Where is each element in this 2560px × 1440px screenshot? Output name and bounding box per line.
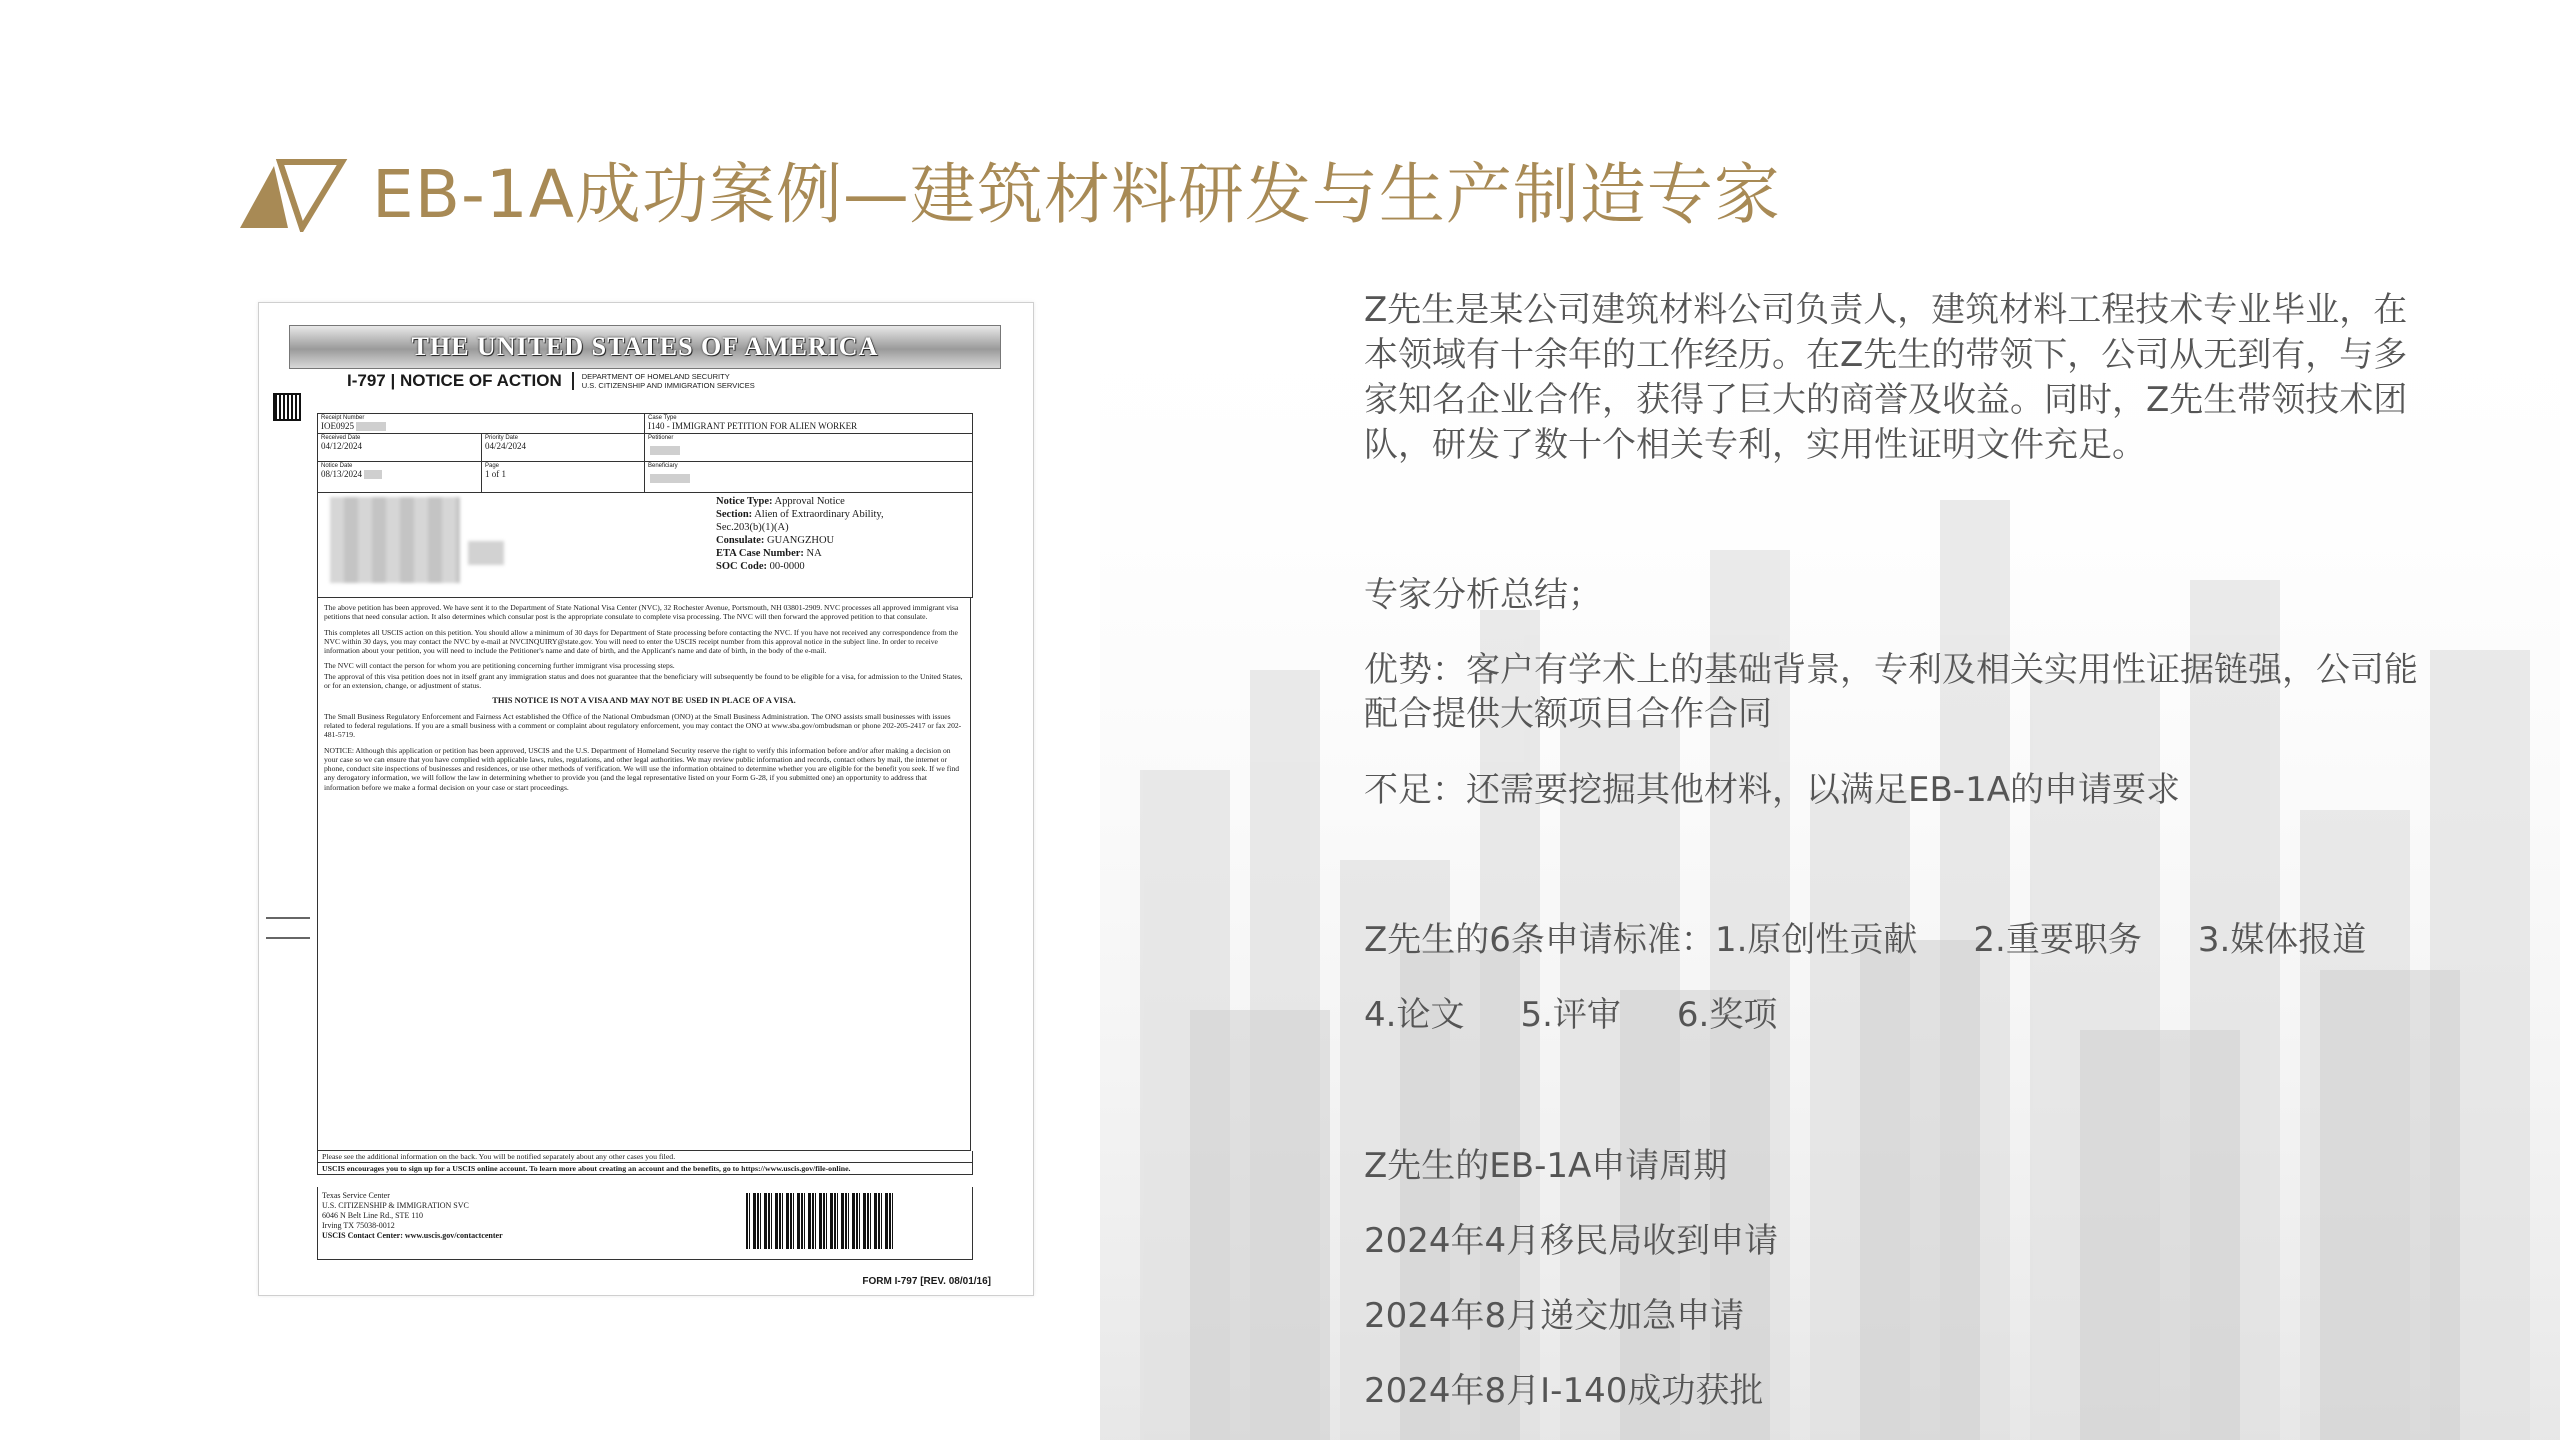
redaction: [364, 470, 382, 479]
intro-line: 本领域有十余年的工作经历。在Z先生的带领下，公司从无到有，与多: [1364, 335, 2408, 375]
intro-line: 家知名企业合作，获得了巨大的商誉及收益。同时，Z先生带领技术团: [1364, 380, 2408, 420]
criterion-item: 5.评审: [1520, 995, 1621, 1035]
advantage-line: 优势：客户有学术上的基础背景，专利及相关实用性证据链强，公司能: [1364, 650, 2418, 690]
receipt-label: Receipt Number: [321, 415, 365, 421]
eta-label: ETA Case Number:: [716, 548, 804, 559]
intro-paragraph: [1364, 288, 2524, 468]
timeline-heading: Z先生的EB-1A申请周期: [1364, 1146, 1728, 1186]
notice-date-label: Notice Date: [321, 463, 353, 469]
timeline-item: 2024年8月递交加急申请: [1364, 1296, 1745, 1336]
criteria-heading: Z先生的6条申请标准：: [1364, 920, 1715, 960]
received-date-cell: [318, 434, 482, 462]
center-street: 6046 N Belt Line Rd., STE 110: [322, 1211, 424, 1220]
banner-text: THE UNITED STATES OF AMERICA: [411, 332, 879, 361]
notice-date-value: [321, 469, 478, 479]
body-paragraph: The approval of this visa petition does not in itself grant any immigration status and does not guarantee that the beneficiary will subsequently be found to be eligible for a visa, for admission to the United States, or for an extension, change, or adjustment of status.: [324, 671, 963, 691]
case-info-grid: [317, 413, 973, 493]
body-paragraph: The above petition has been approved. We have sent it to the Department of State National Visa Center (NVC), 32 Rochester Avenue, Portsmouth, NH 03801-2909. NVC processes all approved immigrant visa petitions that need consular action. It also determines which consular post is the appropriate consulate to complete visa processing. The NVC will then forward the approved petition to that consulate.: [324, 603, 959, 622]
center-city: Irving TX 75038-0012: [322, 1221, 395, 1230]
redaction: [356, 422, 386, 431]
criterion-item: 2.重要职务: [1973, 920, 2142, 960]
notice-date: 08/13/2024: [321, 469, 363, 479]
petitioner-label: Petitioner: [648, 435, 674, 441]
timeline-item: 2024年4月移民局收到申请: [1364, 1221, 1779, 1261]
section-code: Sec.203(b)(1)(A): [716, 522, 789, 533]
receipt-value: [321, 421, 641, 431]
receipt-number: IOE0925: [321, 421, 354, 431]
criteria-row-2: [1364, 993, 1777, 1038]
department-line1: DEPARTMENT OF HOMELAND SECURITY: [581, 372, 730, 381]
page-cell: [482, 462, 645, 492]
soc-value: 00-0000: [769, 561, 805, 572]
contact-center: USCIS Contact Center: www.uscis.gov/contactcenter: [322, 1231, 503, 1240]
timeline-item: 2024年8月I-140成功获批: [1364, 1371, 1764, 1411]
case-type-label: Case Type: [648, 415, 677, 421]
approval-notice-document: [258, 302, 1034, 1296]
section-value: Alien of Extraordinary Ability,: [754, 509, 884, 520]
criteria-row-1: [1364, 918, 2366, 963]
department-line2: U.S. CITIZENSHIP AND IMMIGRATION SERVICES: [581, 381, 755, 390]
document-banner: [289, 325, 1001, 369]
notice-type-value: Approval Notice: [774, 496, 845, 507]
consulate-row: [716, 534, 966, 547]
title-row: [240, 158, 1781, 232]
form-header: [347, 371, 755, 391]
section-label: Section:: [716, 509, 753, 520]
beneficiary-label: Beneficiary: [648, 463, 678, 469]
section-row: [716, 508, 966, 521]
body-paragraph: The NVC will contact the person for whom you are petitioning concerning further immigrant visa processing steps.: [324, 661, 675, 671]
consulate-label: Consulate:: [716, 535, 765, 546]
receipt-cell: [318, 414, 645, 434]
department-label: [572, 372, 755, 390]
criterion-item: 4.论文: [1364, 995, 1465, 1035]
priority-date-label: Priority Date: [485, 435, 519, 441]
notice-date-cell: [318, 462, 482, 492]
notice-body: [317, 597, 971, 1151]
body-paragraph: NOTICE: Although this application or petition has been approved, USCIS and the U.S. Department of Homeland Security reserve the right to verify this information before and/or after making a decision on your case so we can ensure that you have complied with applicable laws, rules, regulations, and other legal authorities. We may review public information and records, contact others by mail, the internet or phone, conduct site inspections of businesses and residences, or use other methods of verification. We will use the information obtained to determine whether you are eligible for the benefit you seek. If we find any derogatory information, we will follow the law in determining whether to provide you (and the legal representative listed on your Form G-28, if you submitted one) an opportunity to address that information before we make a formal decision on your case or start proceedings.: [324, 745, 960, 792]
qr-code-icon: [273, 393, 301, 421]
notice-meta: [716, 495, 966, 573]
slide-title: EB-1A成功案例—建筑材料研发与生产制造专家: [372, 156, 1781, 233]
online-account-line: USCIS encourages you to sign up for a USCIS online account. To learn more about creating an account and the benefits, go to https://www.uscis.gov/file-online.: [318, 1162, 972, 1174]
triangle-logo-icon: [240, 158, 348, 232]
redacted-address-extra: [468, 541, 504, 565]
center-agency: U.S. CITIZENSHIP & IMMIGRATION SVC: [322, 1201, 469, 1210]
priority-date-value: 04/24/2024: [485, 441, 527, 451]
case-type-value: I140 - IMMIGRANT PETITION FOR ALIEN WORKER: [648, 421, 858, 431]
barcode-icon: [746, 1193, 894, 1249]
received-date-label: Received Date: [321, 435, 361, 441]
criterion-item: 1.原创性贡献: [1714, 920, 1918, 960]
service-center: [317, 1187, 973, 1260]
eta-row: [716, 547, 966, 560]
intro-line: 队，研发了数十个相关专利，实用性证明文件充足。: [1364, 425, 2146, 465]
consulate-value: GUANGZHOU: [767, 535, 835, 546]
notice-type-row: [716, 495, 966, 508]
eta-value: NA: [806, 548, 822, 559]
center-name: Texas Service Center: [322, 1191, 390, 1200]
weakness-text: 不足：还需要挖掘其他材料，以满足EB-1A的申请要求: [1364, 770, 2180, 810]
address-section: [317, 491, 973, 598]
criterion-item: 6.奖项: [1676, 995, 1778, 1035]
criterion-item: 3.媒体报道: [2197, 920, 2367, 960]
page-value: 1 of 1: [485, 469, 506, 479]
form-footer: FORM I-797 [REV. 08/01/16]: [862, 1276, 991, 1287]
page-label: Page: [485, 463, 500, 469]
priority-date-cell: [482, 434, 645, 462]
received-date-value: 04/12/2024: [321, 441, 363, 451]
redaction: [650, 474, 690, 483]
form-id: I-797 | NOTICE OF ACTION: [347, 371, 562, 390]
beneficiary-cell: [645, 462, 972, 492]
body-paragraph: This completes all USCIS action on this petition. You should allow a minimum of 30 days for Department of State processing before contacting the NVC. If you have not received any correspondence from the NVC within 30 days, you may contact the NVC by e-mail at NVCINQUIRY@state.gov. You will need to enter the USCIS receipt number from this approval notice in the subject line. In order to receive information about your petition, you will need to include the Petitioner's name and date of birth, and the Applicant's name and date of birth, in the body of the e-mail.: [324, 627, 958, 656]
back-info: [317, 1151, 973, 1175]
notice-type-label: Notice Type:: [716, 496, 773, 507]
analysis-heading: 专家分析总结；: [1364, 575, 1602, 615]
body-paragraph: The Small Business Regulatory Enforcement and Fairness Act established the Office of the National Ombudsman (ONO) at the Small Business Administration. The ONO assists small businesses with issues related to federal regulations. If you are a small business with a comment or complaint about regulatory enforcement, you may contact the ONO at www.sba.gov/ombudsman or phone 202-205-2417 or fax 202-481-5719.: [324, 711, 962, 740]
not-a-visa-notice: THIS NOTICE IS NOT A VISA AND MAY NOT BE USED IN PLACE OF A VISA.: [492, 695, 796, 706]
petitioner-cell: [645, 434, 972, 462]
redacted-address: [330, 497, 460, 583]
back-info-line: Please see the additional information on the back. You will be notified separately about any other cases you filed.: [322, 1152, 676, 1161]
advantage-line: 配合提供大额项目合作合同: [1364, 694, 1772, 734]
case-type-cell: [645, 414, 972, 434]
document-edge-mark: [266, 917, 310, 939]
redaction: [650, 446, 680, 455]
intro-line: Z先生是某公司建筑材料公司负责人，建筑材料工程技术专业毕业，在: [1364, 290, 2408, 330]
service-center-address: [322, 1191, 503, 1241]
soc-row: [716, 560, 966, 573]
soc-label: SOC Code:: [716, 561, 768, 572]
